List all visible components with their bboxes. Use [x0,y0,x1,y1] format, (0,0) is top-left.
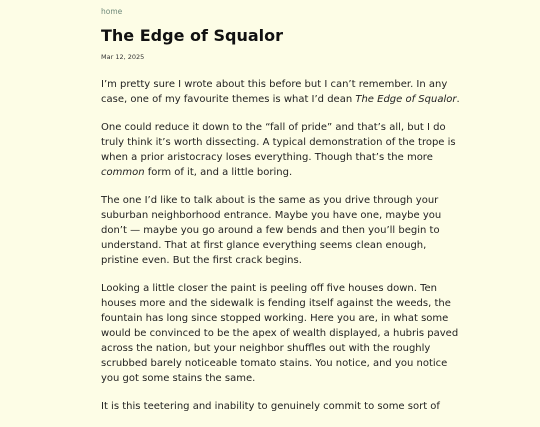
text-run: I’m pretty sure I wrote about this before but I can’t remember. In any [101,79,448,90]
paragraph-line [101,253,436,268]
paragraph-line [101,135,456,150]
paragraph-line [101,296,451,311]
text-run: fountain has long since stopped working. Here you are, in what some [101,313,449,324]
paragraph-line [101,281,436,296]
emphasized-text: common [101,167,145,178]
home-link[interactable]: home [101,7,123,16]
paragraph [101,193,442,268]
paragraph-line [101,223,440,238]
paragraph-line [101,165,436,180]
paragraph-line [101,208,442,223]
text-run: One could reduce it down to the “fall of pride” and that’s all, but I do [101,122,446,133]
paragraph [101,120,456,180]
post-title: The Edge of Squalor [101,26,284,45]
text-run: form of it, and a little boring. [144,167,293,178]
paragraph [101,399,440,414]
paragraph-line [101,356,448,371]
text-run: pristine even. But the first crack begins. [101,255,302,266]
post-date: Mar 12, 2025 [101,53,145,61]
emphasized-text: The Edge of Squalor [355,94,457,105]
text-run: Looking a little closer the paint is peeling off five houses down. Ten [101,283,437,294]
text-run: scrubbed barely noticeable tomato stains. You notice, and you notice [101,358,448,369]
paragraph-line [101,120,446,135]
paragraph-line [101,399,440,414]
text-run: when a prior aristocracy loses everything. Though that’s the more [101,152,433,163]
text-run: understand. That at first glance everything seems clean enough, [101,240,427,251]
text-run: across the nation, but your neighbor shuffles out with the roughly [101,343,431,354]
text-run: . [456,94,460,105]
text-run: houses more and the sidewalk is fending itself against the weeds, the [101,298,451,309]
paragraph-line [101,150,436,165]
paragraph [101,77,460,107]
text-run: don’t — maybe you go around a few bends and then you’ll begin to [101,225,440,236]
text-run: suburban neighborhood entrance. Maybe you have one, maybe you [101,210,442,221]
article-body [101,77,460,427]
text-run: truly think it’s worth dissecting. A typical demonstration of the trope is [101,137,456,148]
paragraph-line [101,92,460,107]
text-run: would be convinced to be the apex of wealth displayed, a hubris paved [101,328,459,339]
paragraph-line [101,311,449,326]
text-run: you got some stains the same. [101,373,256,384]
paragraph-line [101,326,459,341]
text-run: The one I’d like to talk about is the same as you drive through your [101,195,439,206]
paragraph-line [101,341,436,356]
text-run: case, one of my favourite themes is what I’d dean [101,94,356,105]
paragraph-line [101,238,436,253]
paragraph [101,281,459,386]
text-run: It is this teetering and inability to genuinely commit to some sort of [101,401,440,412]
paragraph-line [101,77,448,92]
paragraph-line [101,371,436,386]
paragraph-line [101,193,439,208]
